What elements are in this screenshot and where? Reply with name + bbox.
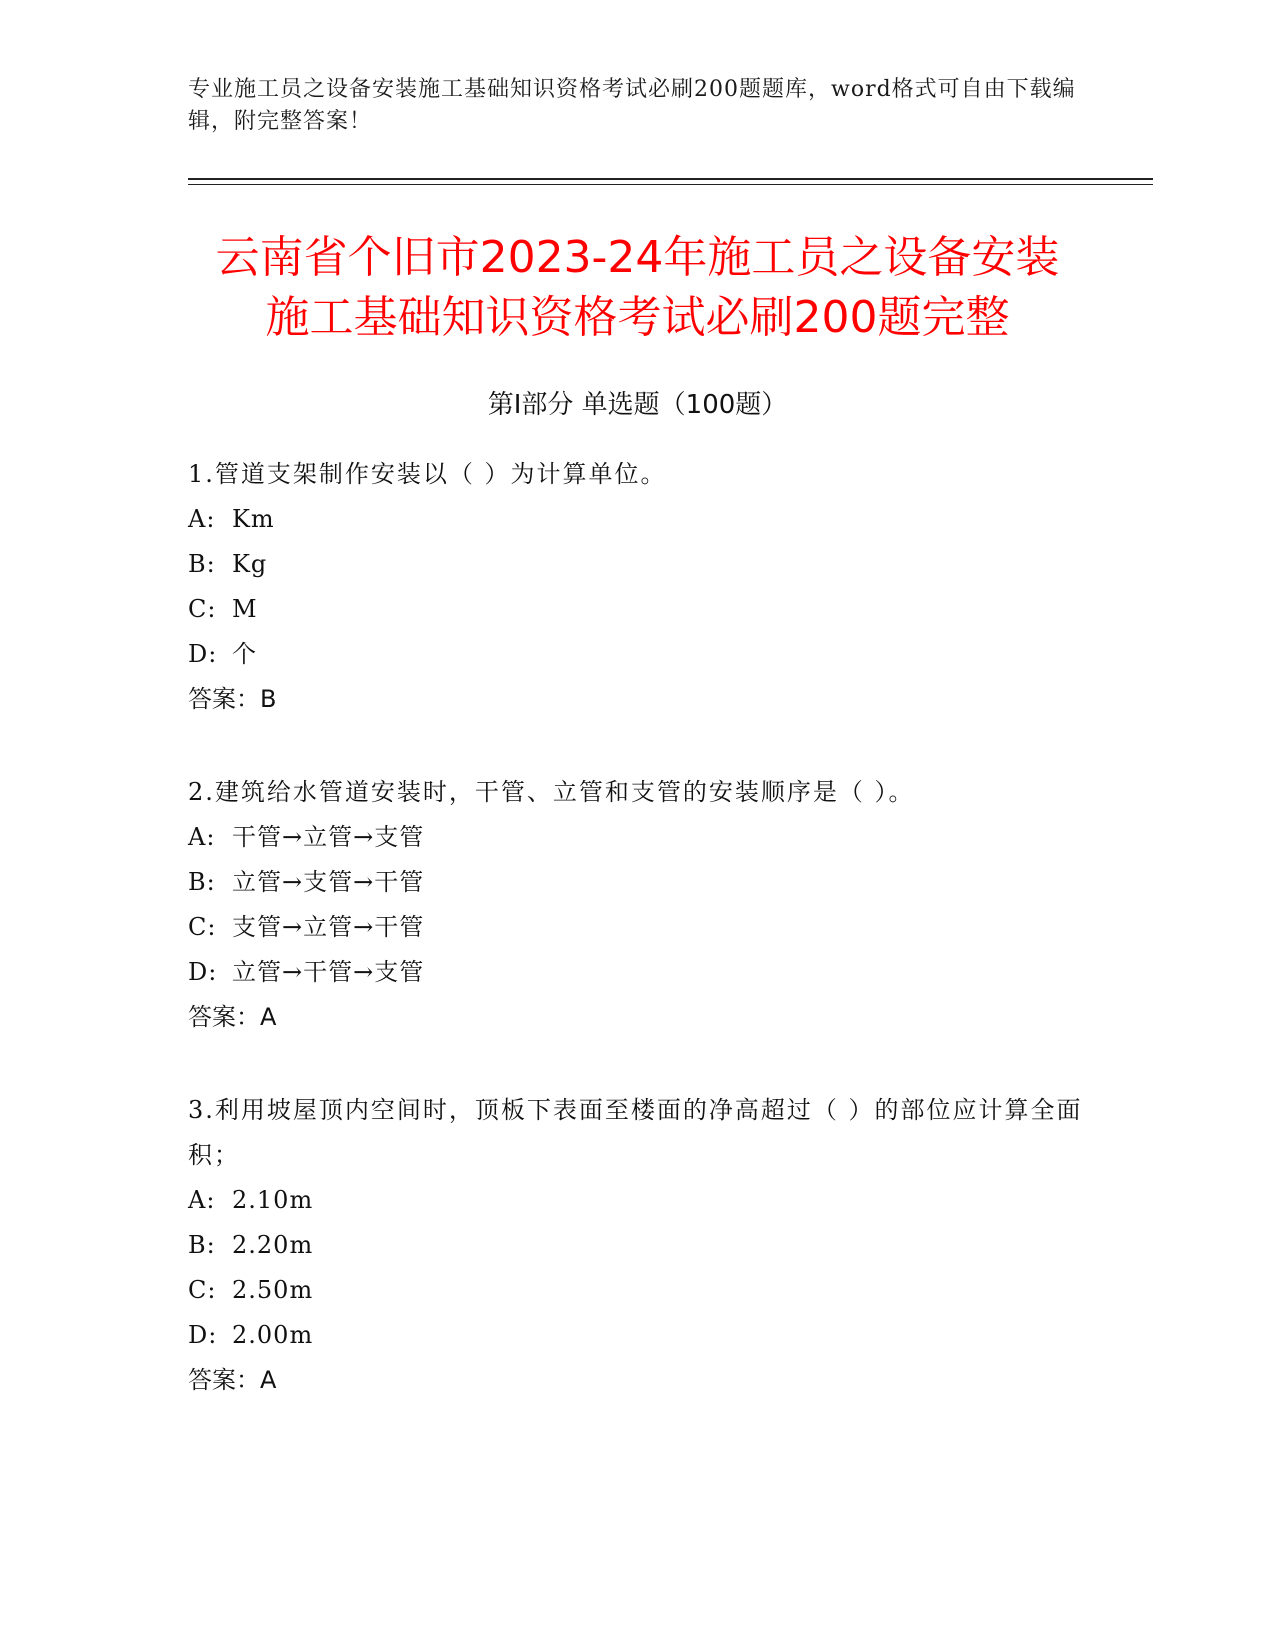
answer: 答案：A — [188, 1003, 277, 1031]
question-stem: 3.利用坡屋顶内空间时，顶板下表面至楼面的净高超过（ ）的部位应计算全面积； — [188, 1096, 1083, 1169]
option-text: 干管→立管→支管 — [232, 823, 425, 851]
question-stem: 1.管道支架制作安装以（ ）为计算单位。 — [188, 460, 667, 488]
document-title-line-2: 施工基础知识资格考试必刷200题完整 — [265, 292, 1010, 343]
option-d — [188, 950, 1088, 995]
option-text: 立管→支管→干管 — [232, 868, 425, 896]
option-letter: C: — [188, 913, 217, 941]
option-b — [188, 1223, 1088, 1268]
option-letter: D: — [188, 640, 218, 668]
question-stem: 2.建筑给水管道安装时，干管、立管和支管的安装顺序是（ ）。 — [188, 778, 915, 806]
option-letter: D: — [188, 958, 218, 986]
answer: 答案：A — [188, 1366, 277, 1394]
header-divider-thick — [188, 178, 1153, 180]
option-letter: B: — [188, 1231, 216, 1259]
option-text: 2.10m — [232, 1186, 314, 1214]
option-b — [188, 860, 1088, 905]
option-a — [188, 497, 1088, 542]
option-text: 2.20m — [232, 1231, 314, 1259]
option-text: Km — [232, 505, 275, 533]
header-note: 专业施工员之设备安装施工基础知识资格考试必刷200题题库，word格式可自由下载编辑，附完整答案！ — [188, 77, 1076, 134]
option-c — [188, 587, 1088, 632]
option-d — [188, 1313, 1088, 1358]
option-d — [188, 632, 1088, 677]
option-text: 2.50m — [232, 1276, 314, 1304]
document-title-line-1: 云南省个旧市2023-24年施工员之设备安装 — [215, 232, 1060, 283]
option-text: M — [232, 595, 258, 623]
option-letter: A: — [188, 1186, 216, 1214]
document-title — [150, 228, 1125, 348]
question-1 — [188, 452, 1088, 722]
option-c — [188, 905, 1088, 950]
question-2 — [188, 770, 1088, 1040]
option-text: Kg — [232, 550, 268, 578]
option-letter: C: — [188, 1276, 217, 1304]
header-divider-thin — [188, 184, 1153, 185]
question-3 — [188, 1088, 1088, 1403]
option-letter: B: — [188, 550, 216, 578]
option-text: 个 — [232, 640, 257, 668]
option-text: 立管→干管→支管 — [232, 958, 425, 986]
section-heading: 第I部分 单选题（100题） — [487, 390, 788, 420]
option-letter: A: — [188, 823, 216, 851]
option-letter: B: — [188, 868, 216, 896]
option-a — [188, 815, 1088, 860]
option-b — [188, 542, 1088, 587]
answer: 答案：B — [188, 685, 277, 713]
option-a — [188, 1178, 1088, 1223]
option-text: 2.00m — [232, 1321, 314, 1349]
option-letter: D: — [188, 1321, 218, 1349]
option-letter: C: — [188, 595, 217, 623]
option-text: 支管→立管→干管 — [232, 913, 425, 941]
option-letter: A: — [188, 505, 216, 533]
option-c — [188, 1268, 1088, 1313]
